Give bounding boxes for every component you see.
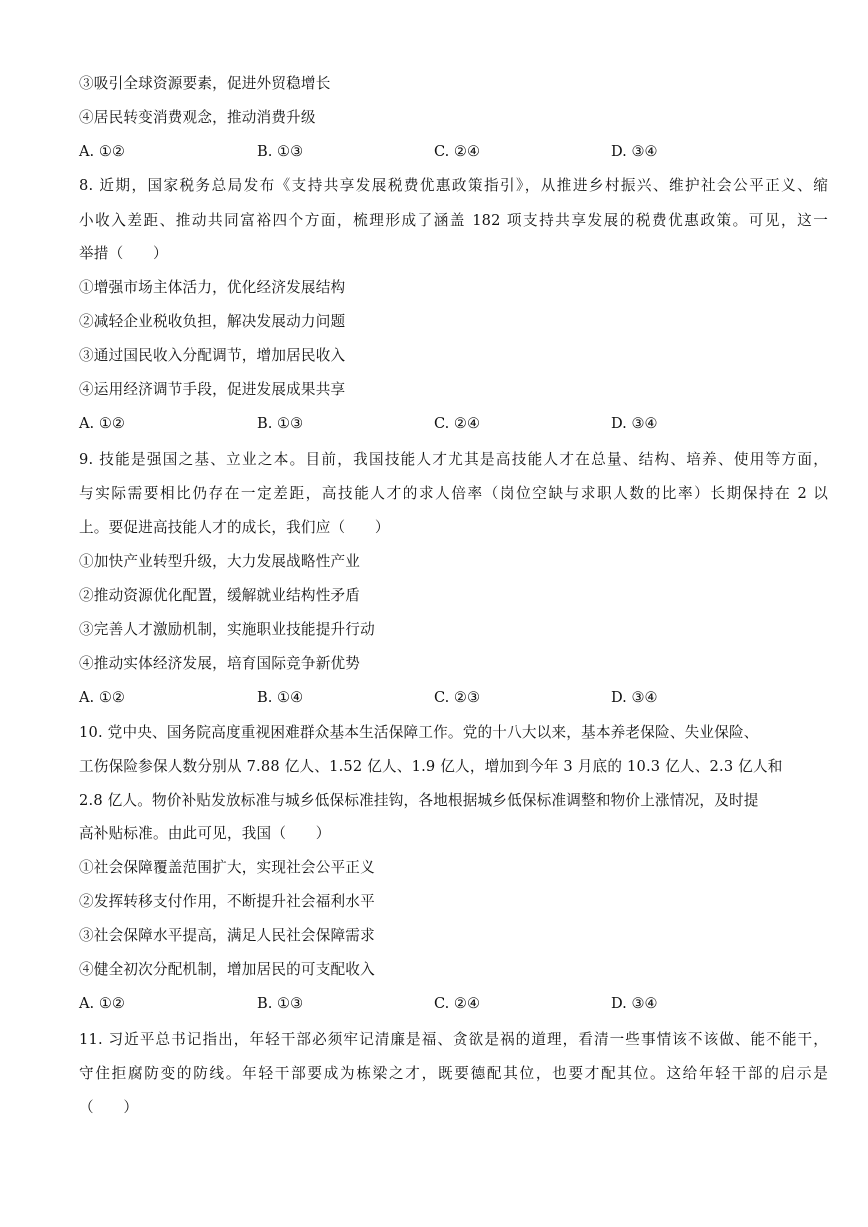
q9-answer-choices (79, 688, 779, 708)
q8-option-3: ③通过国民收入分配调节，增加居民收入 (79, 347, 346, 364)
q11-stem-line-2: 守住拒腐防变的防线。年轻干部要成为栋梁之才，既要德配其位，也要才配其位。这给年轻干部的启示是 (79, 1065, 828, 1082)
q9-stem-line-1: 9. 技能是强国之基、立业之本。目前，我国技能人才尤其是高技能人才在总量、结构、培养、使用等方面， (79, 451, 828, 468)
q11-stem-line-1: 11. 习近平总书记指出，年轻干部必须牢记清廉是福、贪欲是祸的道理，看清一些事情该不该做、能不能干， (79, 1031, 828, 1048)
q9-choice-a: A. ①② (79, 689, 125, 706)
q10-choice-b: B. ①③ (257, 995, 304, 1012)
q11-stem-line-3: （ ） (79, 1099, 139, 1116)
q7-option-3: ③吸引全球资源要素，促进外贸稳增长 (79, 75, 331, 92)
q9-option-3: ③完善人才激励机制，实施职业技能提升行动 (79, 621, 375, 638)
q10-option-2: ②发挥转移支付作用，不断提升社会福利水平 (79, 893, 375, 910)
q9-stem-line-3: 上。要促进高技能人才的成长，我们应（ ） (79, 519, 390, 536)
q10-choice-d: D. ③④ (611, 995, 658, 1012)
q10-option-1: ①社会保障覆盖范围扩大，实现社会公平正义 (79, 859, 375, 876)
q9-option-2: ②推动资源优化配置，缓解就业结构性矛盾 (79, 587, 361, 604)
q10-choice-c: C. ②④ (434, 995, 481, 1012)
q10-stem-line-1: 10. 党中央、国务院高度重视困难群众基本生活保障工作。党的十八大以来，基本养老保险、失业保险、 (79, 724, 759, 741)
q9-stem-line-2: 与实际需要相比仍存在一定差距，高技能人才的求人倍率（岗位空缺与求职人数的比率）长期保持在 2 以 (79, 485, 828, 502)
q7-choice-b: B. ①③ (257, 143, 304, 160)
q7-choice-d: D. ③④ (611, 143, 658, 160)
q7-option-4: ④居民转变消费观念，推动消费升级 (79, 109, 316, 126)
q9-choice-c: C. ②③ (434, 689, 481, 706)
q7-answer-choices (79, 142, 779, 162)
q10-answer-choices (79, 994, 779, 1014)
q8-answer-choices (79, 414, 779, 434)
q8-stem-line-2: 小收入差距、推动共同富裕四个方面，梳理形成了涵盖 182 项支持共享发展的税费优惠政策。可见，这一 (79, 212, 828, 229)
q9-choice-b: B. ①④ (257, 689, 304, 706)
q8-choice-b: B. ①③ (257, 415, 304, 432)
q8-stem-line-1: 8. 近期，国家税务总局发布《支持共享发展税费优惠政策指引》，从推进乡村振兴、维护社会公平正义、缩 (79, 177, 828, 194)
q10-stem-line-4: 高补贴标准。由此可见，我国（ ） (79, 825, 331, 842)
q10-stem-line-2: 工伤保险参保人数分别从 7.88 亿人、1.52 亿人、1.9 亿人，增加到今年 3 月底的 10.3 亿人、2.3 亿人和 (79, 758, 783, 775)
q10-option-3: ③社会保障水平提高，满足人民社会保障需求 (79, 927, 375, 944)
q7-choice-c: C. ②④ (434, 143, 481, 160)
q8-option-1: ①增强市场主体活力，优化经济发展结构 (79, 279, 346, 296)
q8-choice-c: C. ②④ (434, 415, 481, 432)
q9-option-1: ①加快产业转型升级，大力发展战略性产业 (79, 553, 361, 570)
q9-option-4: ④推动实体经济发展，培育国际竞争新优势 (79, 655, 361, 672)
q10-stem-line-3: 2.8 亿人。物价补贴发放标准与城乡低保标准挂钩，各地根据城乡低保标准调整和物价上涨情况，及时提 (79, 792, 759, 809)
q8-choice-d: D. ③④ (611, 415, 658, 432)
q8-option-4: ④运用经济调节手段，促进发展成果共享 (79, 381, 346, 398)
q8-stem-line-3: 举措（ ） (79, 245, 168, 262)
q10-option-4: ④健全初次分配机制，增加居民的可支配收入 (79, 961, 375, 978)
q7-choice-a: A. ①② (79, 143, 125, 160)
q10-choice-a: A. ①② (79, 995, 125, 1012)
q8-choice-a: A. ①② (79, 415, 125, 432)
q9-choice-d: D. ③④ (611, 689, 658, 706)
q8-option-2: ②减轻企业税收负担，解决发展动力问题 (79, 313, 346, 330)
